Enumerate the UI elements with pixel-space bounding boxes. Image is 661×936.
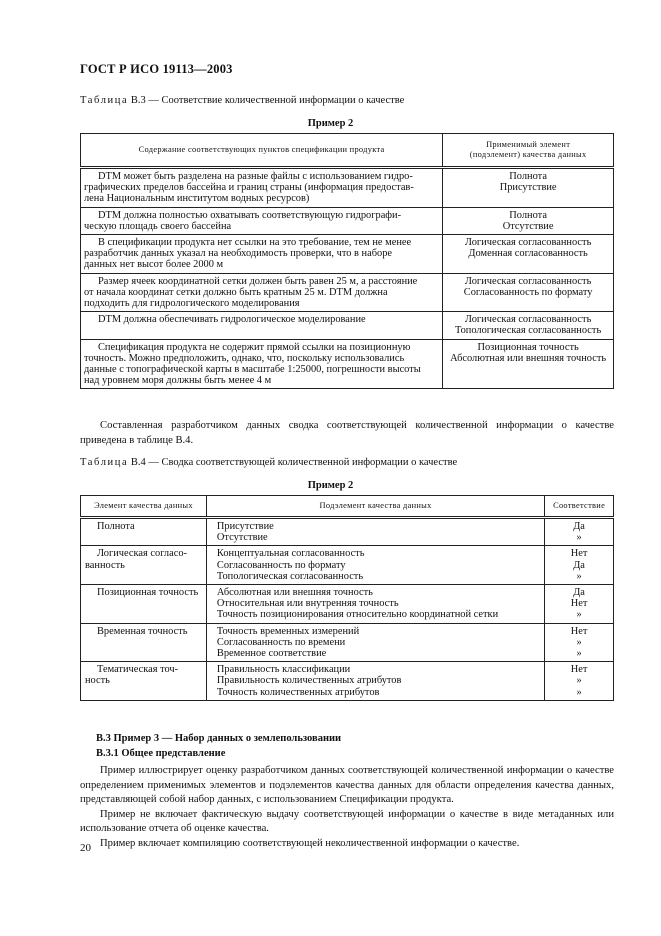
table4-conformance-cell <box>545 585 614 624</box>
requirement-text-line: над уровнем моря должны быть менее 4 м <box>84 375 272 387</box>
conformance-value: » <box>576 675 582 687</box>
table4-subelement-cell <box>206 518 544 546</box>
table4-element-cell <box>81 662 207 701</box>
table3-row <box>81 235 614 274</box>
conformance-value: » <box>576 532 582 544</box>
section-paragraph: Пример включает компиляцию соответствующей неколичественной информации о качестве. <box>100 837 520 849</box>
conformance-value: » <box>576 648 582 660</box>
quality-element-name: Полнота <box>97 521 135 532</box>
quality-subelement-name: Абсолютная или внешняя точность <box>216 587 373 599</box>
table4-element-cell <box>81 518 207 546</box>
table3 <box>80 133 614 389</box>
requirement-text-line: DTM должна обеспечивать гидрологическое моделирование <box>98 314 366 326</box>
table3-requirement-cell <box>81 312 443 339</box>
quality-subelement-name: Временное соответствие <box>216 648 327 660</box>
quality-element-name: Временная точность <box>97 625 188 637</box>
section-body <box>80 764 614 852</box>
quality-element-line: Абсолютная или внешняя точность <box>450 352 607 364</box>
section-heading: В.3 Пример 3 — Набор данных о землепользовании <box>96 733 342 744</box>
table4-conformance-cell <box>545 546 614 585</box>
quality-element-name: Логическая согласо- <box>97 548 187 560</box>
conformance-value: Нет <box>570 664 588 676</box>
requirement-text-line: точность. Можно предположить, однако, что, поскольку использовались <box>84 352 405 364</box>
quality-element-line: Полнота <box>509 209 547 221</box>
table3-element-cell <box>443 168 614 208</box>
conformance-value: Да <box>573 521 585 532</box>
quality-subelement-name: Правильность количественных атрибутов <box>216 675 402 687</box>
table3-title: В.3 — Соответствие количественной информации о качестве <box>130 95 405 106</box>
table4-caption <box>80 457 457 468</box>
table3-requirement-cell <box>81 168 443 208</box>
subsection-heading: В.3.1 Общее представление <box>96 748 226 759</box>
quality-subelement-name: Отсутствие <box>216 532 268 544</box>
requirement-text-line: графических пределов бассейна и границ страны (информация предостав- <box>84 182 414 194</box>
conformance-value: Нет <box>570 598 588 610</box>
quality-subelement-name: Относительная или внутренняя точность <box>216 598 399 610</box>
table4-label: Таблица <box>80 457 129 468</box>
table3-caption <box>80 95 404 106</box>
page-number: 20 <box>80 842 91 854</box>
table3-element-cell <box>443 273 614 312</box>
quality-element-line: Топологическая согласованность <box>455 325 602 337</box>
requirement-text-line: от начала координат сетки должно быть кратным 25 м. DTM должна <box>84 286 388 298</box>
table4-row <box>81 546 614 585</box>
table3-header-element <box>443 134 614 168</box>
table4-row <box>81 585 614 624</box>
table3-label: Таблица <box>80 95 129 106</box>
table3-element-cell <box>443 235 614 274</box>
table3-header-element-line1: Применимый элемент <box>486 140 571 149</box>
table3-row <box>81 207 614 234</box>
quality-subelement-name: Согласованность по времени <box>216 636 346 648</box>
table4-conformance-cell <box>545 623 614 662</box>
conformance-value: Нет <box>570 548 588 560</box>
table3-header-content: Содержание соответствующих пунктов спецификации продукта <box>81 134 443 168</box>
table3-row <box>81 312 614 339</box>
table4-conformance-cell <box>545 662 614 701</box>
quality-subelement-name: Согласованность по формату <box>216 559 346 571</box>
conformance-value: » <box>576 636 582 648</box>
table4-subelement-cell <box>206 623 544 662</box>
quality-subelement-name: Точность временных измерений <box>216 625 360 637</box>
requirement-text-line: данные с топографической карты в масштабе 1:25000, погрешности высоты <box>84 364 421 376</box>
quality-element-line: Логическая согласованность <box>464 237 592 249</box>
conformance-value: Да <box>573 587 585 599</box>
quality-element-line: Логическая согласованность <box>464 314 592 326</box>
requirement-text-line: ческую площадь своего бассейна <box>84 220 232 232</box>
table4-header-element: Элемент качества данных <box>81 496 207 518</box>
table4 <box>80 495 614 701</box>
table4-row <box>81 662 614 701</box>
quality-element-name: Тематическая точ- <box>97 664 179 676</box>
table4-subelement-cell <box>206 662 544 701</box>
table3-element-cell <box>443 207 614 234</box>
quality-element-line: Согласованность по формату <box>463 286 593 298</box>
table3-row <box>81 168 614 208</box>
table3-requirement-cell <box>81 273 443 312</box>
quality-subelement-name: Правильность классификации <box>216 664 351 676</box>
requirement-text-line: данных нет высот более 2000 м <box>84 259 224 271</box>
table3-requirement-cell <box>81 339 443 389</box>
quality-element-name: Позиционная точность <box>97 587 199 599</box>
quality-subelement-name: Присутствие <box>216 521 274 532</box>
requirement-text-line: В спецификации продукта нет ссылки на это требование, тем не менее <box>98 237 412 249</box>
requirement-text-line: подходить для гидрологического моделирования <box>84 298 300 310</box>
document-code: ГОСТ Р ИСО 19113—2003 <box>80 62 233 76</box>
table4-header-subelement: Подэлемент качества данных <box>206 496 544 518</box>
requirement-text-line: DTM может быть разделена на разные файлы с использованием гидро- <box>98 171 413 182</box>
requirement-text-line: разработчик данных указал на необходимость проверки, что в наборе <box>84 248 393 260</box>
table3-row <box>81 339 614 389</box>
quality-element-name: ванность <box>85 559 125 571</box>
table3-row <box>81 273 614 312</box>
table3-element-cell <box>443 312 614 339</box>
quality-subelement-name: Точность позиционирования относительно координатной сетки <box>216 609 499 621</box>
conformance-value: Да <box>573 559 585 571</box>
conformance-value: » <box>576 570 582 582</box>
conformance-value: » <box>576 686 582 698</box>
quality-subelement-name: Точность количественных атрибутов <box>216 686 380 698</box>
quality-element-line: Присутствие <box>499 182 557 194</box>
table3-requirement-cell <box>81 207 443 234</box>
section-paragraph: Пример иллюстрирует оценку разработчиком данных соответствующей количественной информации о качестве определением применимых элементов и подэлементов качества данных для области определения качества данных, представляющей собой набор данных, с использованием Спецификации продукта. <box>80 765 614 806</box>
conformance-value: » <box>576 609 582 621</box>
table3-requirement-cell <box>81 235 443 274</box>
quality-subelement-name: Концептуальная согласованность <box>216 548 365 560</box>
table4-header-conformance: Соответствие <box>545 496 614 518</box>
quality-element-line: Доменная согласованность <box>468 248 588 260</box>
quality-element-line: Отсутствие <box>502 220 554 232</box>
table4-row <box>81 518 614 546</box>
table4-example-label: Пример 2 <box>307 480 354 491</box>
requirement-text-line: Спецификация продукта не содержит прямой ссылки на позиционную <box>98 341 411 353</box>
requirement-text-line: лена Национальным институтом водных ресурсов) <box>84 193 310 205</box>
table4-row <box>81 623 614 662</box>
table3-element-cell <box>443 339 614 389</box>
table3-example-label: Пример 2 <box>307 118 354 129</box>
table4-subelement-cell <box>206 585 544 624</box>
quality-element-line: Полнота <box>509 171 547 182</box>
quality-element-line: Позиционная точность <box>477 341 579 353</box>
table4-element-cell <box>81 546 207 585</box>
quality-element-line: Логическая согласованность <box>464 275 592 287</box>
table4-subelement-cell <box>206 546 544 585</box>
conformance-value: Нет <box>570 625 588 637</box>
summary-paragraph: Составленная разработчиком данных сводка соответствующей количественной информации о качестве приведена в таблице В.4. <box>80 420 614 446</box>
requirement-text-line: DTM должна полностью охватывать соответствующую гидрографи- <box>98 209 402 221</box>
quality-element-name: ность <box>85 675 110 687</box>
table3-header-element-line2: (подэлемент) качества данных <box>469 150 587 159</box>
table4-title: В.4 — Сводка соответствующей количественной информации о качестве <box>130 457 458 468</box>
table4-conformance-cell <box>545 518 614 546</box>
section-paragraph: Пример не включает фактическую выдачу соответствующей информации о качестве в виде метаданных или использование отчета об оценке качества. <box>80 808 614 835</box>
requirement-text-line: Размер ячеек координатной сетки должен быть равен 25 м, а расстояние <box>98 275 418 287</box>
table4-element-cell <box>81 623 207 662</box>
table4-element-cell <box>81 585 207 624</box>
quality-subelement-name: Топологическая согласованность <box>216 570 364 582</box>
